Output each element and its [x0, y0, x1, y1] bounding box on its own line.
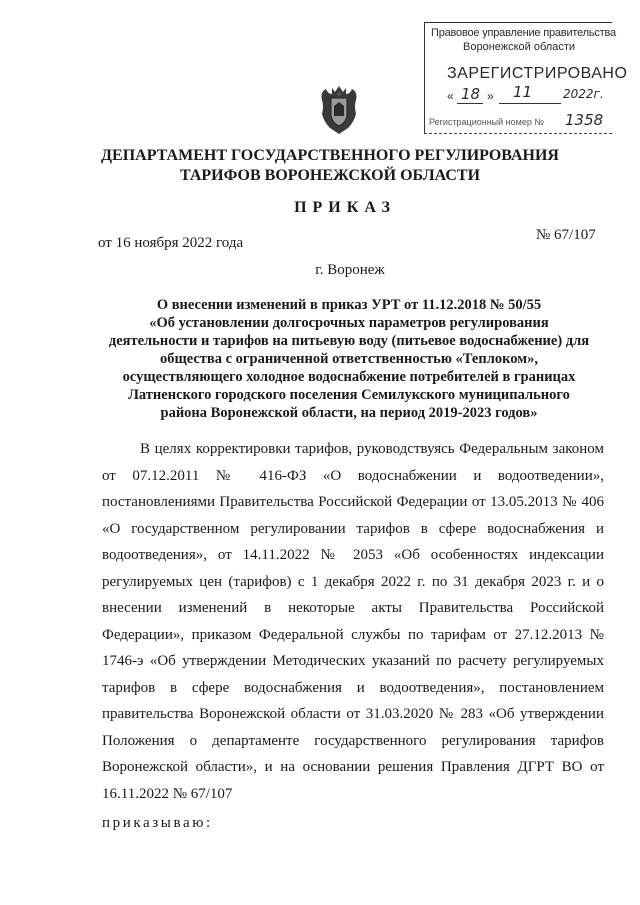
body-line: регулируемых цен (тарифов) с 1 декабря 2022 г. по 31 декабря 2023 г. и о [102, 573, 604, 590]
body-line: «О государственном регулировании тарифов в сфере водоснабжения и [102, 520, 604, 537]
stamp-registered: ЗАРЕГИСТРИРОВАНО [447, 65, 628, 82]
body-line: правительства Воронежской области от 31.03.2020 № 283 «Об утверждении [102, 706, 604, 722]
subject-line: района Воронежской области, на период 2019-2023 годов» [160, 405, 538, 421]
subject-line: Латненского городского поселения Семилукского муниципального [128, 387, 570, 403]
stamp-date [447, 83, 607, 107]
body-line: Воронежской области», и на основании решения Правления ДГРТ ВО от [102, 759, 604, 775]
body-line: Положения о департаменте государственного регулирования тарифов [102, 732, 604, 749]
document-subject [96, 296, 602, 422]
subject-line: общества с ограниченной ответственностью «Теплоком», [160, 351, 538, 367]
body-line: от 07.12.2011 № 416-ФЗ «О водоснабжении и водоотведении», [102, 467, 604, 484]
body-line: постановлениями Правительства Российской Федерации от 13.05.2013 № 406 [102, 494, 604, 510]
document-city: г. Воронеж [315, 262, 385, 278]
stamp-reg-value: 1358 [565, 111, 604, 129]
coat-of-arms-icon [318, 84, 360, 136]
body-line: 1746-э «Об утверждении Методических указаний по расчету регулируемых [102, 653, 604, 669]
title-line: ДЕПАРТАМЕНТ ГОСУДАРСТВЕННОГО РЕГУЛИРОВАНИЯ [101, 147, 559, 164]
stamp-month: 11 [513, 83, 533, 101]
body-line: 16.11.2022 № 67/107 [102, 785, 233, 802]
document-type: ПРИКАЗ [294, 199, 396, 216]
registration-stamp [424, 22, 628, 134]
document-number: № 67/107 [536, 227, 596, 243]
title-line: ТАРИФОВ ВОРОНЕЖСКОЙ ОБЛАСТИ [179, 167, 481, 184]
stamp-quote-close: » [487, 89, 494, 103]
body-line: водоотведения», от 14.11.2022 № 2053 «Об особенностях индексации [102, 547, 604, 563]
stamp-quote-open: « [447, 89, 454, 103]
subject-line: деятельности и тарифов на питьевую воду (питьевое водоснабжение) для [108, 333, 590, 349]
stamp-org-line1: Правовое управление правительства [431, 27, 616, 39]
body-line: внесении изменений в некоторые акты Правительства Российской [102, 600, 604, 616]
document-body [102, 436, 604, 807]
subject-line: «Об установлении долгосрочных параметров регулирования [149, 315, 549, 331]
stamp-day: 18 [461, 85, 481, 103]
stamp-reg-label: Регистрационный номер № [429, 117, 545, 127]
stamp-year: 2022г. [563, 87, 604, 101]
document-date: от 16 ноября 2022 года [98, 235, 244, 251]
body-line: тарифов в сфере водоснабжения и водоотведения», постановлением [102, 679, 604, 696]
subject-line: осуществляющего холодное водоснабжение потребителей в границах [122, 369, 576, 385]
body-line: Федерации», приказом Федеральной службы по тарифам от 27.12.2013 № [102, 626, 604, 643]
stamp-org-line2: Воронежской области [463, 41, 576, 53]
stamp-reg-number [429, 113, 607, 131]
department-title [90, 146, 570, 186]
order-word: приказываю: [102, 815, 213, 831]
subject-line: О внесении изменений в приказ УРТ от 11.12.2018 № 50/55 [156, 297, 542, 313]
body-line: В целях корректировки тарифов, руководствуясь Федеральным законом [140, 441, 604, 457]
